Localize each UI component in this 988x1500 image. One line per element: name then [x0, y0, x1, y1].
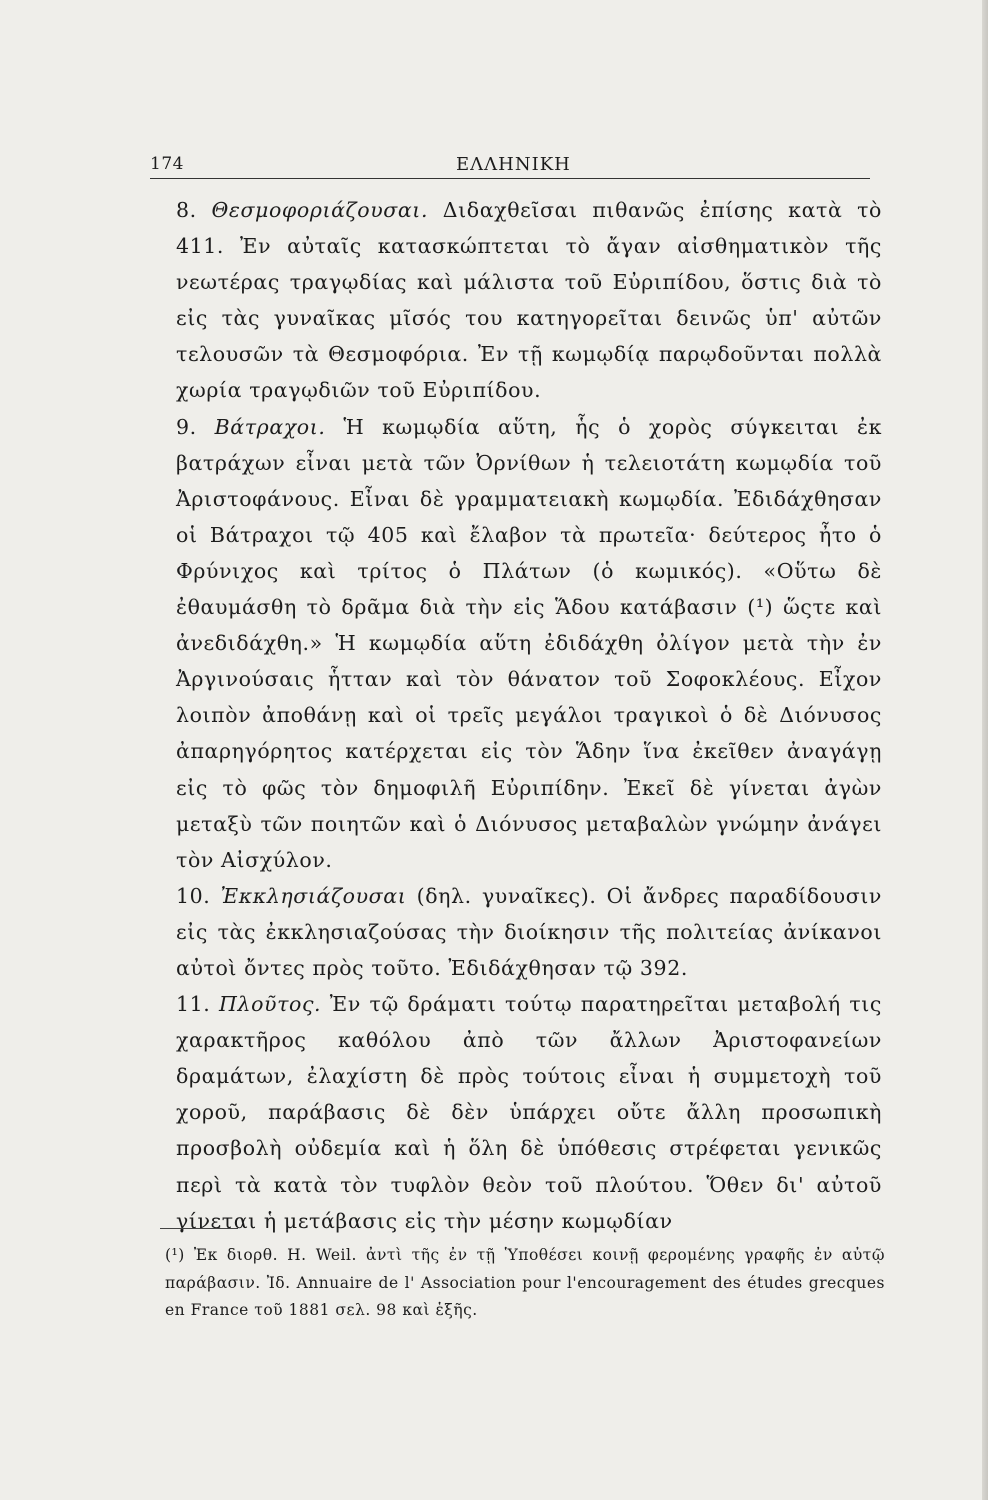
- footnote-text: Ἐκ διορθ. Η. Weil. ἀντὶ τῆς ἐν τῇ Ὑποθέσει κοινῇ φερομένης γραφῆς ἐν αὐτῷ παράβασιν. Ἰδ. Annuaire de l' Association pour l'encouragement des études grecques en France τοῦ 1881 σελ. 98 καὶ ἑξῆς.: [165, 1246, 885, 1319]
- paragraph-number: 11.: [176, 992, 211, 1017]
- running-head: [150, 152, 870, 179]
- paragraph-10: [152, 878, 882, 986]
- footnote-marker: (¹): [165, 1246, 185, 1264]
- paragraph-8: [152, 192, 882, 409]
- paragraph-9: [152, 409, 882, 878]
- paragraph-text: (δηλ. γυναῖκες). Οἱ ἄνδρες παραδίδουσιν εἰς τὰς ἐκκλησιαζούσας τὴν διοίκησιν τῆς πολιτείας ἀνίκανοι αὐτοὶ ὄντες πρὸς τοῦτο. Ἐδιδάχθησαν τῷ 392.: [176, 883, 882, 980]
- page-number: 174: [150, 154, 184, 174]
- play-title: Θεσμοφοριάζουσαι.: [211, 198, 429, 222]
- paragraph-number: 10.: [176, 883, 211, 908]
- paragraph-number: 8.: [176, 198, 197, 222]
- paragraph-text: Διδαχθεῖσαι πιθανῶς ἐπίσης κατὰ τὸ 411. Ἐν αὐταῖς κατασκώπτεται τὸ ἄγαν αἰσθηματικὸν τῆς νεωτέρας τραγῳδίας καὶ μάλιστα τοῦ Εὐριπίδου, ὅστις διὰ τὸ εἰς τὰς γυναῖκας μῖσός του κατηγορεῖται δεινῶς ὑπ' αὐτῶν τελουσῶν τὰ Θεσμοφόρια. Ἐν τῇ κωμῳδίᾳ παρῳδοῦνται πολλὰ χωρία τραγῳδιῶν τοῦ Εὐριπίδου.: [176, 198, 882, 403]
- play-title: Ἐκκλησιάζουσαι: [220, 883, 407, 908]
- paragraph-text: Ἐν τῷ δράματι τούτῳ παρατηρεῖται μεταβολή τις χαρακτῆρος καθόλου ἀπὸ τῶν ἄλλων Ἀριστοφανείων δραμάτων, ἐλαχίστη δὲ πρὸς τούτοις εἶναι ἡ συμμετοχὴ τοῦ χοροῦ, παράβασις δὲ δὲν ὑπάρχει οὔτε ἄλλη προσωπικὴ προσβολὴ οὐδεμία καὶ ἡ ὅλη δὲ ὑπόθεσις στρέφεται γενικῶς περὶ τὰ κατὰ τὸν τυφλὸν θεὸν τοῦ πλούτου. Ὅθεν δι' αὐτοῦ γίνεται ἡ μετάβασις εἰς τὴν μέσην κωμῳδίαν: [176, 992, 882, 1233]
- paragraph-11: [152, 986, 882, 1239]
- play-title: Βάτραχοι.: [214, 414, 326, 439]
- paragraph-number: 9.: [176, 414, 197, 439]
- footnote-divider: [160, 1228, 238, 1229]
- journal-title: ΕΛΛΗΝΙΚΗ: [456, 154, 571, 175]
- paragraph-text: Ἡ κωμῳδία αὕτη, ἧς ὁ χορὸς σύγκειται ἐκ βατράχων εἶναι μετὰ τῶν Ὀρνίθων ἡ τελειοτάτη κωμῳδία τοῦ Ἀριστοφάνους. Εἶναι δὲ γραμματειακὴ κωμῳδία. Ἐδιδάχθησαν οἱ Βάτραχοι τῷ 405 καὶ ἔλαβον τὰ πρωτεῖα· δεύτερος ἦτο ὁ Φρύνιχος καὶ τρίτος ὁ Πλάτων (ὁ κωμικός). «Οὕτω δὲ ἐθαυμάσθη τὸ δρᾶμα διὰ τὴν εἰς Ἅδου κατάβασιν (¹) ὥςτε καὶ ἀνεδιδάχθη.» Ἡ κωμῳδία αὕτη ἐδιδάχθη ὀλίγον μετὰ τὴν ἐν Ἀργινούσαις ἧτταν καὶ τὸν θάνατον τοῦ Σοφοκλέους. Εἶχον λοιπὸν ἀποθάνῃ καὶ οἱ τρεῖς μεγάλοι τραγικοὶ ὁ δὲ Διόνυσος ἀπαρηγόρητος κατέρχεται εἰς τὸν Ἅδην ἵνα ἐκεῖθεν ἀναγάγῃ εἰς τὸ φῶς τὸν δημοφιλῆ Εὐριπίδην. Ἐκεῖ δὲ γίνεται ἀγὼν μεταξὺ τῶν ποιητῶν καὶ ὁ Διόνυσος μεταβαλὼν γνώμην ἀνάγει τὸν Αἰσχύλον.: [176, 414, 883, 872]
- footnote: [165, 1242, 885, 1325]
- body-text: [152, 192, 882, 1239]
- play-title: Πλοῦτος.: [219, 992, 322, 1017]
